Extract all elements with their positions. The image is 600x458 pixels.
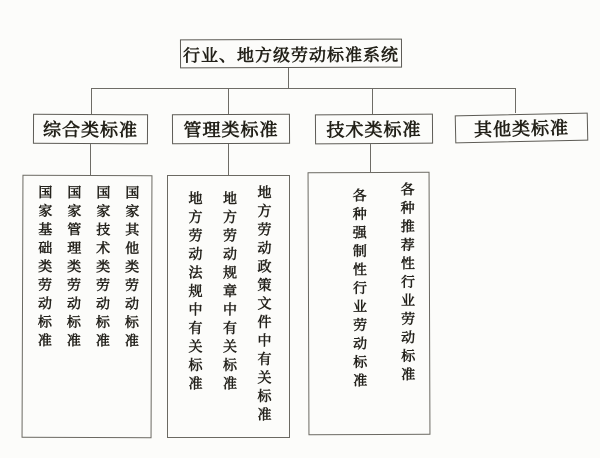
node-category-technical bbox=[315, 114, 433, 145]
node-category-other bbox=[455, 113, 589, 144]
leaf-column-mandatory-industry: 各种强制性行业劳动标准 bbox=[350, 188, 367, 392]
leaf-column-national-basic: 国家基础类劳动标准 bbox=[35, 184, 52, 352]
leaf-column-national-management: 国家管理类劳动标准 bbox=[64, 184, 81, 352]
leaf-column-national-technical: 国家技术类劳动标准 bbox=[93, 185, 110, 352]
node-category-comprehensive bbox=[33, 114, 148, 145]
connector-stub-management-leaf bbox=[228, 144, 229, 175]
connector-drop-management bbox=[228, 88, 229, 115]
leaf-column-local-rules: 地方劳动规章中有关标准 bbox=[221, 191, 236, 395]
connector-drop-other bbox=[515, 88, 516, 113]
node-category-technical-label: 技术类标准 bbox=[326, 119, 422, 141]
connector-drop-technical bbox=[372, 88, 373, 115]
leaf-column-national-other: 国家其他类劳动标准 bbox=[122, 185, 139, 352]
connector-stub-technical-leaf bbox=[370, 144, 371, 172]
node-category-comprehensive-label: 综合类标准 bbox=[42, 119, 139, 141]
leafbox-technical bbox=[308, 172, 431, 435]
connector-stub-comprehensive-leaf bbox=[90, 144, 91, 175]
leaf-column-local-policy-documents: 地方劳动政策文件中有关标准 bbox=[255, 185, 271, 426]
connector-root-stub bbox=[288, 68, 289, 89]
leafbox-comprehensive bbox=[22, 175, 153, 438]
leaf-column-local-regulations: 地方劳动法规中有关标准 bbox=[186, 191, 202, 395]
node-root-label: 行业、地方级劳动标准系统 bbox=[182, 45, 400, 66]
node-category-management-label: 管理类标准 bbox=[183, 119, 279, 141]
node-root bbox=[180, 39, 402, 69]
connector-level1-rail bbox=[91, 88, 516, 89]
node-category-management bbox=[172, 114, 290, 145]
connector-drop-comprehensive bbox=[91, 88, 92, 115]
leafbox-management bbox=[167, 175, 290, 438]
node-category-other-label: 其他类标准 bbox=[473, 118, 570, 140]
leaf-column-recommended-industry: 各种推荐性行业劳动标准 bbox=[398, 181, 415, 386]
